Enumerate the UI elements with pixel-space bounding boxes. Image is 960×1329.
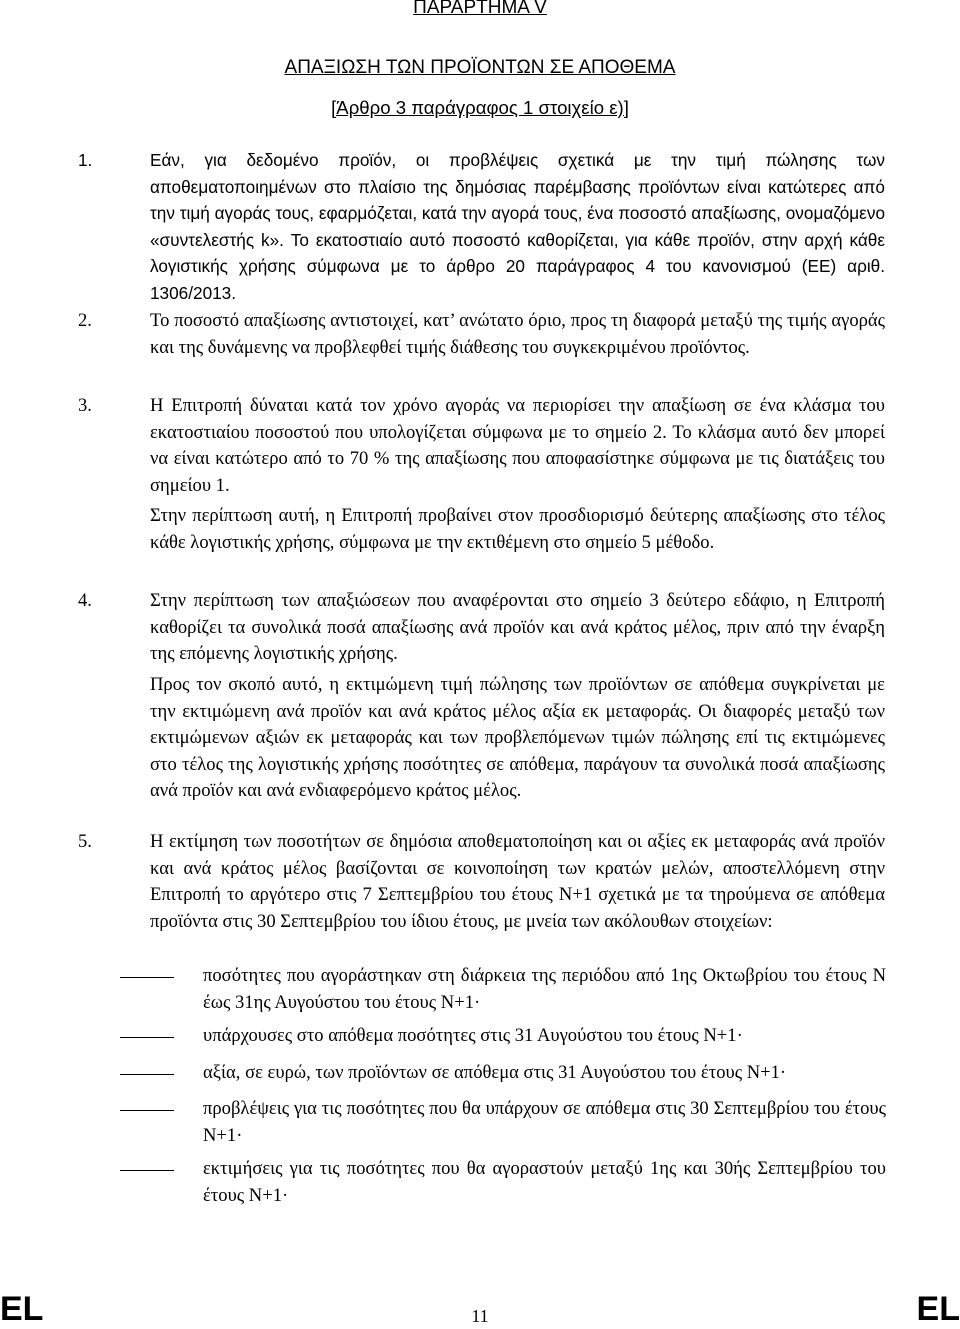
page-number: 11: [471, 1306, 489, 1326]
language-code-right: EL: [916, 1290, 960, 1328]
article-reference: [Άρθρο 3 παράγραφος 1 στοιχείο ε)]: [331, 97, 629, 118]
language-code-left: EL: [0, 1290, 44, 1328]
paragraph-number-5: 5.: [78, 831, 92, 852]
paragraph-4-subparagraph: Προς τον σκοπό αυτό, η εκτιμώμενη τιμή πώλησης των προϊόντων σε απόθεμα συγκρίνεται με την εκτιμώμενη ανά προϊόν και ανά κράτος μέλος αξία εκ μεταφοράς. Οι διαφορές μεταξύ των εκτιμώμενων αξιών εκ μεταφοράς και των προβλεπόμενων τιμών πώλησης επί τις εκτιμώμενες στο τέλος της λογιστικής χρήσης ποσότητες σε απόθεμα, παράγουν τα συνολικά ποσά απαξίωσης ανά προϊόν και ανά ενδιαφερόμενο κράτος μέλος.: [150, 674, 885, 801]
dash-bullet-marker: [120, 1037, 174, 1038]
dash-bullet-marker: [120, 1170, 174, 1171]
annex-heading: ΠΑΡΑΡΤΗΜΑ V: [413, 0, 547, 18]
paragraph-3: Η Επιτροπή δύναται κατά τον χρόνο αγοράς να περιορίσει την απαξίωση σε ένα κλάσμα του εκατοστιαίου ποσοστού που υπολογίζεται σύμφωνα με το σημείο 2. Το κλάσμα αυτό δεν μπορεί να είναι κατώτερο από το 70 % της απαξίωσης που αποφασίστηκε σύμφωνα με τις διατάξεις του σημείου 1.: [150, 395, 885, 496]
list-item: προβλέψεις για τις ποσότητες που θα υπάρχουν σε απόθεμα στις 30 Σεπτεμβρίου του έτους Ν+1·: [203, 1098, 886, 1146]
paragraph-1: Εάν, για δεδομένο προϊόν, οι προβλέψεις σχετικά με την τιμή πώλησης των αποθεματοποιημένων στο πλαίσιο της δημόσιας παρέμβασης προϊόντων είναι κατώτερες από την τιμή αγοράς τους, εφαρμόζεται, κατά την αγορά τους, ένα ποσοστό απαξίωσης, ονομαζόμενο «συντελεστής k». Το εκατοστιαίο αυτό ποσοστό καθορίζεται, για κάθε προϊόν, στην αρχή κάθε λογιστικής χρήσης σύμφωνα με το άρθρο 20 παράγραφος 4 του κανονισμού (ΕΕ) αριθ. 1306/2013.: [150, 150, 885, 303]
paragraph-4: Στην περίπτωση των απαξιώσεων που αναφέρονται στο σημείο 3 δεύτερο εδάφιο, η Επιτροπή καθορίζει τα συνολικά ποσά απαξίωσης ανά προϊόν και ανά κράτος μέλος, πριν από την έναρξη της επόμενης λογιστικής χρήσης.: [150, 590, 885, 664]
paragraph-number-4: 4.: [78, 590, 92, 611]
list-item: αξία, σε ευρώ, των προϊόντων σε απόθεμα στις 31 Αυγούστου του έτους Ν+1·: [203, 1062, 787, 1083]
paragraph-number-3: 3.: [78, 395, 92, 416]
list-item: υπάρχουσες στο απόθεμα ποσότητες στις 31 Αυγούστου του έτους Ν+1·: [203, 1025, 743, 1046]
document-title: ΑΠΑΞΙΩΣΗ ΤΩΝ ΠΡΟΪΟΝΤΩΝ ΣΕ ΑΠΟΘΕΜΑ: [284, 57, 676, 78]
paragraph-2: Το ποσοστό απαξίωσης αντιστοιχεί, κατ’ ανώτατο όριο, προς τη διαφορά μεταξύ της τιμής αγοράς και της δυνάμενης να προβλεφθεί τιμής διάθεσης του συγκεκριμένου προϊόντος.: [150, 310, 885, 358]
dash-bullet-marker: [120, 1110, 174, 1111]
paragraph-3-subparagraph: Στην περίπτωση αυτή, η Επιτροπή προβαίνει στον προσδιορισμό δεύτερης απαξίωσης στο τέλος κάθε λογιστικής χρήσης, σύμφωνα με την εκτιθέμενη στο σημείο 5 μέθοδο.: [150, 505, 885, 553]
paragraph-number-2: 2.: [78, 310, 92, 331]
list-item: εκτιμήσεις για τις ποσότητες που θα αγοραστούν μεταξύ 1ης και 30ής Σεπτεμβρίου του έτους Ν+1·: [203, 1158, 886, 1206]
paragraph-number-1: 1.: [78, 150, 93, 170]
list-item: ποσότητες που αγοράστηκαν στη διάρκεια της περιόδου από 1ης Οκτωβρίου του έτους Ν έως 31ης Αυγούστου του έτους Ν+1·: [203, 965, 886, 1013]
paragraph-5: Η εκτίμηση των ποσοτήτων σε δημόσια αποθεματοποίηση και οι αξίες εκ μεταφοράς ανά προϊόν και ανά κράτος μέλος βασίζονται σε κοινοποίηση των κρατών μελών, αποστελλόμενη στην Επιτροπή το αργότερο στις 7 Σεπτεμβρίου του έτους Ν+1 σχετικά με τα τηρούμενα σε απόθεμα προϊόντα στις 30 Σεπτεμβρίου του ίδιου έτους, με μνεία των ακόλουθων στοιχείων:: [150, 831, 885, 932]
dash-bullet-marker: [120, 977, 174, 978]
dash-bullet-marker: [120, 1074, 174, 1075]
